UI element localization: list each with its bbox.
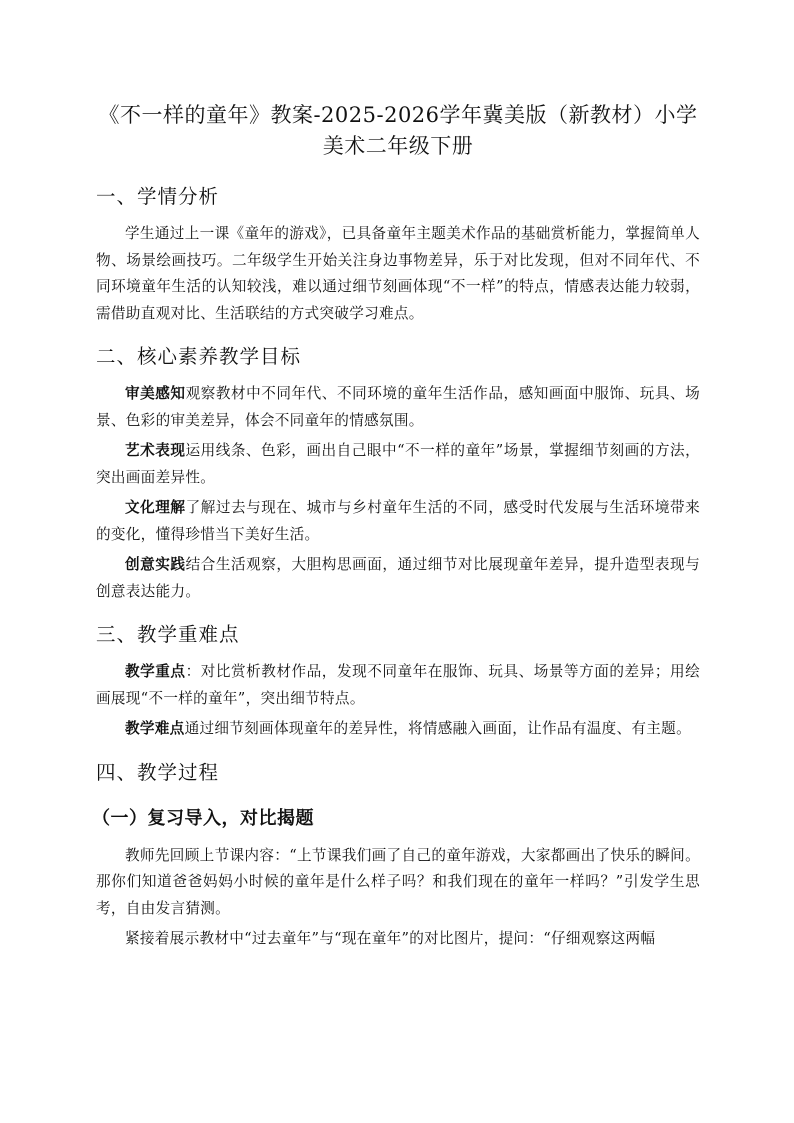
objective-text: 运用线条、色彩，画出自己眼中“不一样的童年”场景，掌握细节刻画的方法，突出画面差异性。 <box>96 442 700 486</box>
difficulty-paragraph <box>96 716 700 743</box>
key-point-lead: 教学重点 <box>125 663 186 680</box>
objective-artistic-expression <box>96 438 700 491</box>
learning-analysis-paragraph: 学生通过上一课《童年的游戏》，已具备童年主题美术作品的基础赏析能力，掌握简单人物、场景绘画技巧。二年级学生开始关注身边事物差异，乐于对比发现，但对不同年代、不同环境童年生活的认知较浅，难以通过细节刻画体现“不一样”的特点，情感表达能力较弱，需借助直观对比、生活联结的方式突破学习难点。 <box>96 225 700 322</box>
key-point-sep: ： <box>185 663 201 680</box>
key-point-paragraph <box>96 659 700 712</box>
section-heading-key-points: 三、教学重难点 <box>96 623 240 646</box>
document-page <box>92 100 701 957</box>
document-title: 《不一样的童年》教案-2025-2026学年冀美版（新教材）小学美术二年级下册 <box>98 103 698 158</box>
key-point-text: 对比赏析教材作品，发现不同童年在服饰、玩具、场景等方面的差异；用绘画展现“不一样的童年”，突出细节特点。 <box>96 663 700 707</box>
objective-creative-practice <box>96 552 700 605</box>
objective-lead: 创意实践 <box>125 556 186 573</box>
review-intro-paragraph-1: 教师先回顾上节课内容：“上节课我们画了自己的童年游戏，大家都画出了快乐的瞬间。那你们知道爸爸妈妈小时候的童年是什么样子吗？和我们现在的童年一样吗？”引发学生思考，自由发言猜测。 <box>96 846 700 917</box>
section-heading-objectives: 二、核心素养教学目标 <box>96 345 302 368</box>
section-heading-learning-analysis: 一、学情分析 <box>96 185 220 208</box>
objective-text: 结合生活观察，大胆构思画面，通过细节对比展现童年差异，提升造型表现与创意表达能力。 <box>96 556 701 600</box>
subsection-heading-review-intro: （一）复习导入，对比揭题 <box>92 807 314 829</box>
objective-text: 观察教材中不同年代、不同环境的童年生活作品，感知画面中服饰、玩具、场景、色彩的审美差异，体会不同童年的情感氛围。 <box>96 385 701 429</box>
objective-lead: 艺术表现 <box>125 442 186 459</box>
section-heading-teaching-process: 四、教学过程 <box>96 760 220 784</box>
difficulty-lead: 教学难点 <box>125 720 185 737</box>
objective-text: 了解过去与现在、城市与乡村童年生活的不同，感受时代发展与生活环境带来的变化，懂得珍惜当下美好生活。 <box>96 499 701 543</box>
objective-cultural-understanding <box>96 495 700 548</box>
objective-aesthetic-perception <box>96 381 700 434</box>
objective-lead: 文化理解 <box>125 499 186 516</box>
review-intro-paragraph-2: 紧接着展示教材中“过去童年”与“现在童年”的对比图片，提问：“仔细观察这两幅 <box>125 930 656 947</box>
objective-lead: 审美感知 <box>125 385 186 402</box>
difficulty-text: 通过细节刻画体现童年的差异性，将情感融入画面，让作品有温度、有主题。 <box>184 720 691 737</box>
